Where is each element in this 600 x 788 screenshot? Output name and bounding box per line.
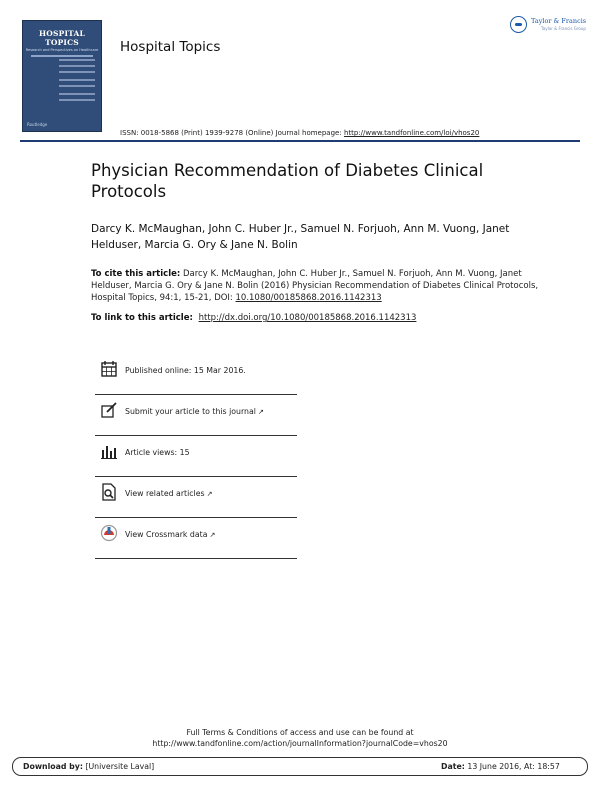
related-articles-icon [100,483,118,501]
download-date-label: Date: [441,762,465,771]
publisher-logo-icon [510,16,527,33]
download-date-value: 13 June 2016, At: 18:57 [467,762,560,771]
article-views-row [95,436,297,477]
downloaded-by-value: [Universite Laval] [85,762,155,771]
crossmark-link[interactable] [125,530,215,539]
terms-url[interactable]: http://www.tandfonline.com/action/journalInformation?journalCode=vhos20 [152,739,448,748]
citation-label: To cite this article: [91,269,181,279]
edit-icon [100,401,118,419]
journal-cover-image [22,20,102,132]
journal-homepage-link[interactable]: http://www.tandfonline.com/loi/vhos20 [343,129,480,137]
cover-divider [31,55,93,57]
related-articles-link[interactable] [125,489,212,498]
external-link-icon: ↗ [206,490,213,498]
terms-line: Full Terms & Conditions of access and use can be found at [186,728,414,737]
published-date: Published online: 15 Mar 2016. [125,366,246,375]
journal-name: Hospital Topics [120,39,221,55]
cover-text-line [59,71,95,73]
bar-chart-icon [100,442,118,460]
publisher-logo[interactable] [510,14,588,38]
article-link-label: To link to this article: [91,313,193,323]
cover-text-line [59,59,95,61]
cover-subtitle: Research and Perspectives on Healthcare [25,48,99,52]
cover-text-line [59,99,95,101]
publisher-brand: Taylor & Francis [531,17,587,25]
crossmark-label: View Crossmark data [125,530,208,539]
external-link-icon: ↗ [209,531,216,539]
article-link-line [91,313,416,323]
publisher-tagline: Taylor & Francis Group [541,26,586,31]
external-link-icon: ↗ [257,408,264,416]
calendar-icon [100,360,118,378]
citation-block [91,268,561,304]
related-articles-row[interactable] [95,477,297,518]
article-title: Physician Recommendation of Diabetes Clinical Protocols [91,161,484,201]
submit-article-row[interactable] [95,395,297,436]
crossmark-row[interactable] [95,518,297,559]
crossmark-icon [100,524,118,542]
terms-notice [0,727,600,749]
cover-text-line [59,65,95,67]
submit-article-label: Submit your article to this journal [125,407,256,416]
cover-text-line [59,85,95,87]
cover-title: HOSPITAL TOPICS [38,29,86,47]
article-doi-url[interactable]: http://dx.doi.org/10.1080/00185868.2016.1142313 [198,313,417,323]
submit-article-link[interactable] [125,407,264,416]
citation-text: Darcy K. McMaughan, John C. Huber Jr., Samuel N. Forjuoh, Ann M. Vuong, Janet Helduser, Marcia G. Ory & Jane N. Bolin (2016) Physician Recommendation of Diabetes Clinical Protocols, Hospital Topics, 94:1, 15-21, DOI: [91,269,539,303]
article-views: Article views: 15 [125,448,190,457]
article-info-box [95,354,297,559]
header-divider [20,140,580,142]
published-row [95,354,297,395]
download-info-bar [12,757,588,776]
downloaded-by [23,762,154,771]
cover-text-line [59,93,95,95]
issn-line [120,129,479,137]
issn-text: ISSN: 0018-5868 (Print) 1939-9278 (Online) Journal homepage: [120,129,342,137]
cover-text-line [59,79,95,81]
citation-doi-link[interactable]: 10.1080/00185868.2016.1142313 [235,293,382,303]
downloaded-by-label: Download by: [23,762,83,771]
download-date [441,762,560,771]
article-authors: Darcy K. McMaughan, John C. Huber Jr., Samuel N. Forjuoh, Ann M. Vuong, Janet Helduser, Marcia G. Ory & Jane N. Bolin [91,223,510,251]
cover-publisher-logo: Routledge [27,122,48,127]
related-articles-label: View related articles [125,489,205,498]
